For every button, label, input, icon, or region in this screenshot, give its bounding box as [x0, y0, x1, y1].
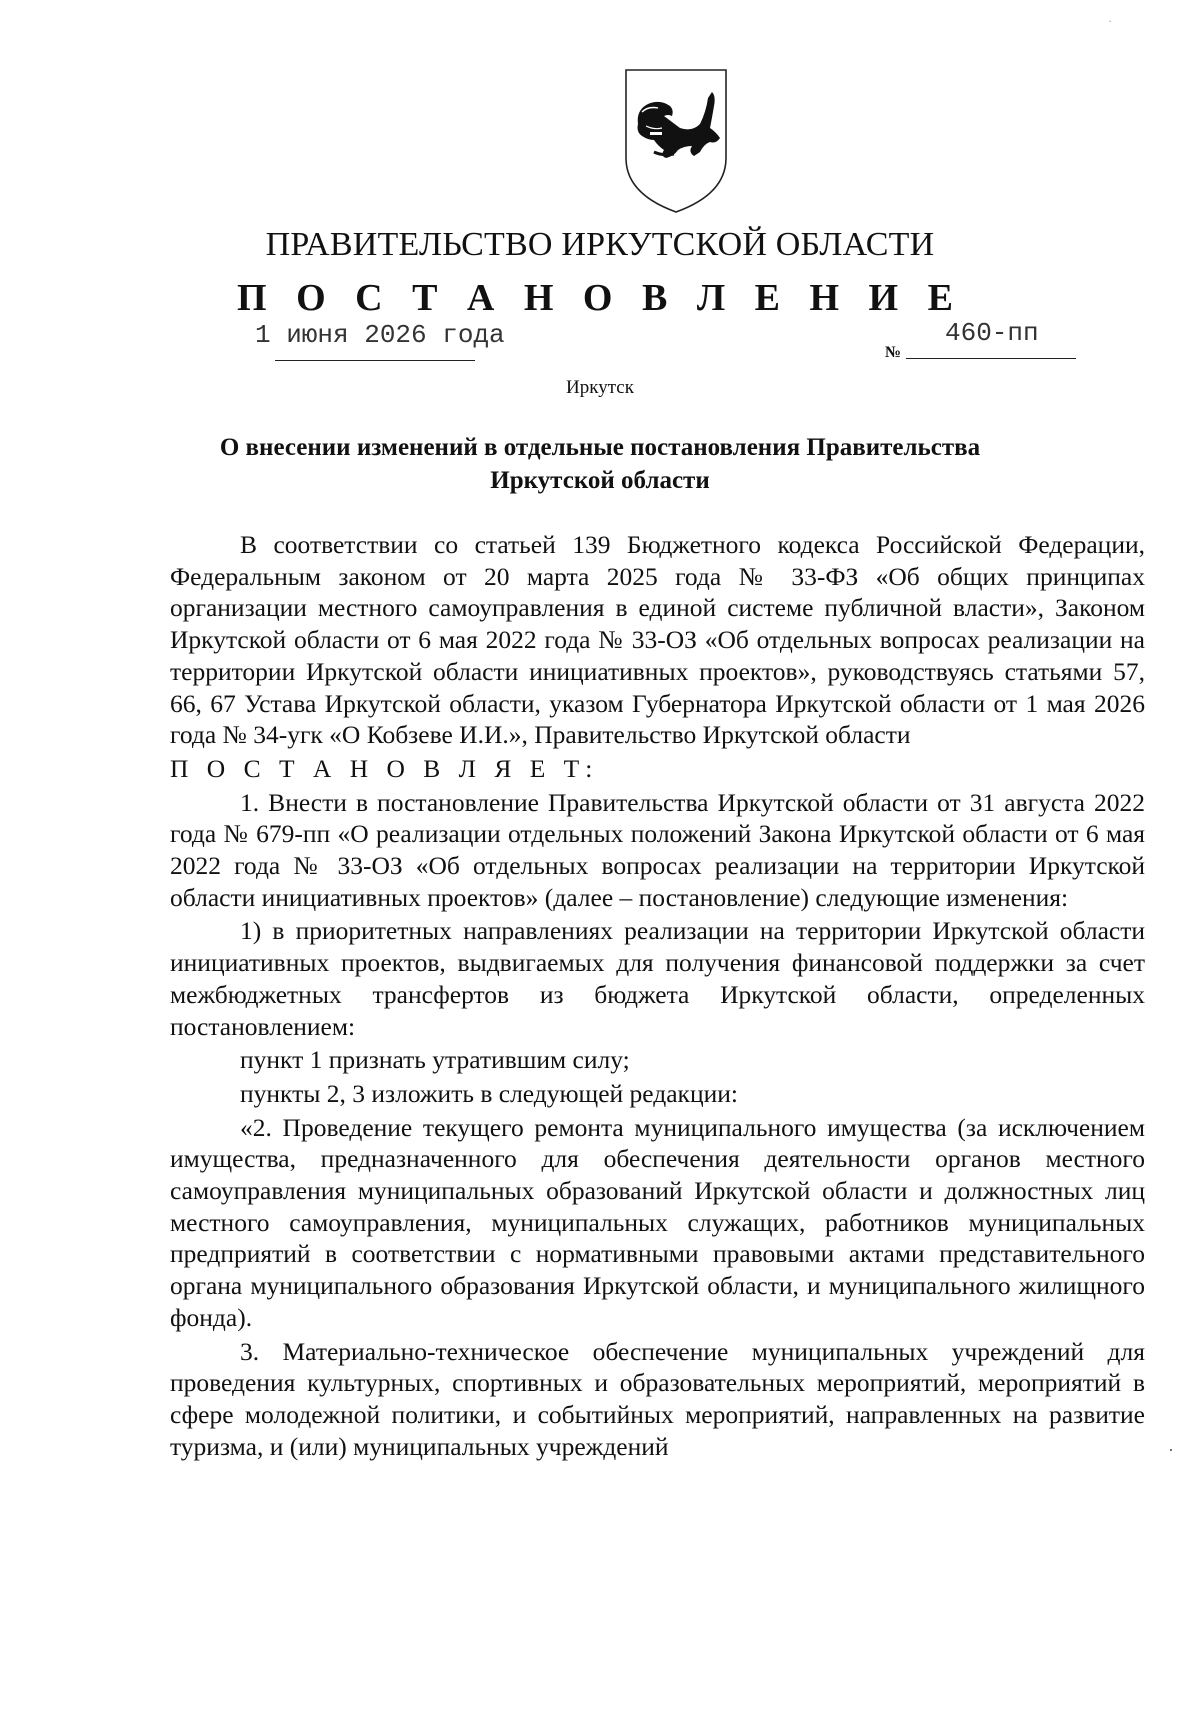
decree-word: П О С Т А Н О В Л Я Е Т:: [170, 753, 599, 783]
number-sign: №: [885, 344, 902, 361]
document-number: 460-пп: [945, 318, 1039, 348]
document-type-heading: П О С Т А Н О В Л Е Н И Е: [237, 277, 963, 319]
item-1-paragraph: 1. Внести в постановление Правительства Иркутской области от 31 августа 2022 года № 679-пп «О реализации отдельных положений Закона Иркутской области от 6 мая 2022 года № 33-ОЗ «Об отдельных вопросах реализации на территории Иркутской области инициативных проектов» (далее – постановление) следующие изменения:: [170, 787, 1145, 912]
scan-mark: ·: [1108, 14, 1112, 28]
date-underline: [275, 360, 475, 361]
quoted-point-3-paragraph: 3. Материально-техническое обеспечение муниципальных учреждений для проведения культурных, спортивных и образовательных мероприятий, мероприятий в сфере молодежной политики, и событийных мероприятий, направленных на развитие туризма, и (или) муниципальных учреждений: [170, 1336, 1145, 1461]
scan-speck: [1170, 1449, 1172, 1451]
document-body: [170, 529, 1145, 1464]
government-name: ПРАВИТЕЛЬСТВО ИРКУТСКОЙ ОБЛАСТИ: [265, 226, 935, 263]
issue-city: Иркутск: [566, 377, 634, 398]
document-title: [180, 431, 1020, 497]
document-date: 1 июня 2026 года: [255, 320, 505, 350]
point-1-paragraph: пункт 1 признать утратившим силу;: [240, 1045, 630, 1075]
points-2-3-paragraph: пункты 2, 3 изложить в следующей редакции:: [240, 1078, 738, 1108]
preamble-paragraph: В соответствии со статьей 139 Бюджетного кодекса Российской Федерации, Федеральным законом от 20 марта 2025 года № 33-ФЗ «Об общих принципах организации местного самоуправления в единой системе публичной власти», Законом Иркутской области от 6 мая 2022 года № 33-ОЗ «Об отдельных вопросах реализации на территории Иркутской области инициативных проектов», руководствуясь статьями 57, 66, 67 Устава Иркутской области, указом Губернатора Иркутской области от 1 мая 2026 года № 34-угк «О Кобзеве И.И.», Правительство Иркутской области: [170, 530, 1145, 750]
number-underline: [906, 358, 1076, 359]
quoted-point-2-paragraph: «2. Проведение текущего ремонта муниципального имущества (за исключением имущества, предназначенного для обеспечения деятельности органов местного самоуправления муниципальных образований Иркутской области и должностных лиц местного самоуправления, муниципальных служащих, работников муниципальных предприятий в соответствии с нормативными правовыми актами представительного органа муниципального образования Иркутской области, и муниципального жилищного фонда).: [170, 1112, 1145, 1332]
subitem-1-paragraph: 1) в приоритетных направлениях реализации на территории Иркутской области инициативных проектов, выдвигаемых для получения финансовой поддержки за счет межбюджетных трансфертов из бюджета Иркутской области, определенных постановлением:: [170, 916, 1145, 1041]
coat-of-arms-icon: [620, 66, 732, 216]
document-title-line-1: О внесении изменений в отдельные постановления Правительства: [219, 434, 981, 461]
document-title-line-2: Иркутской области: [490, 467, 710, 494]
